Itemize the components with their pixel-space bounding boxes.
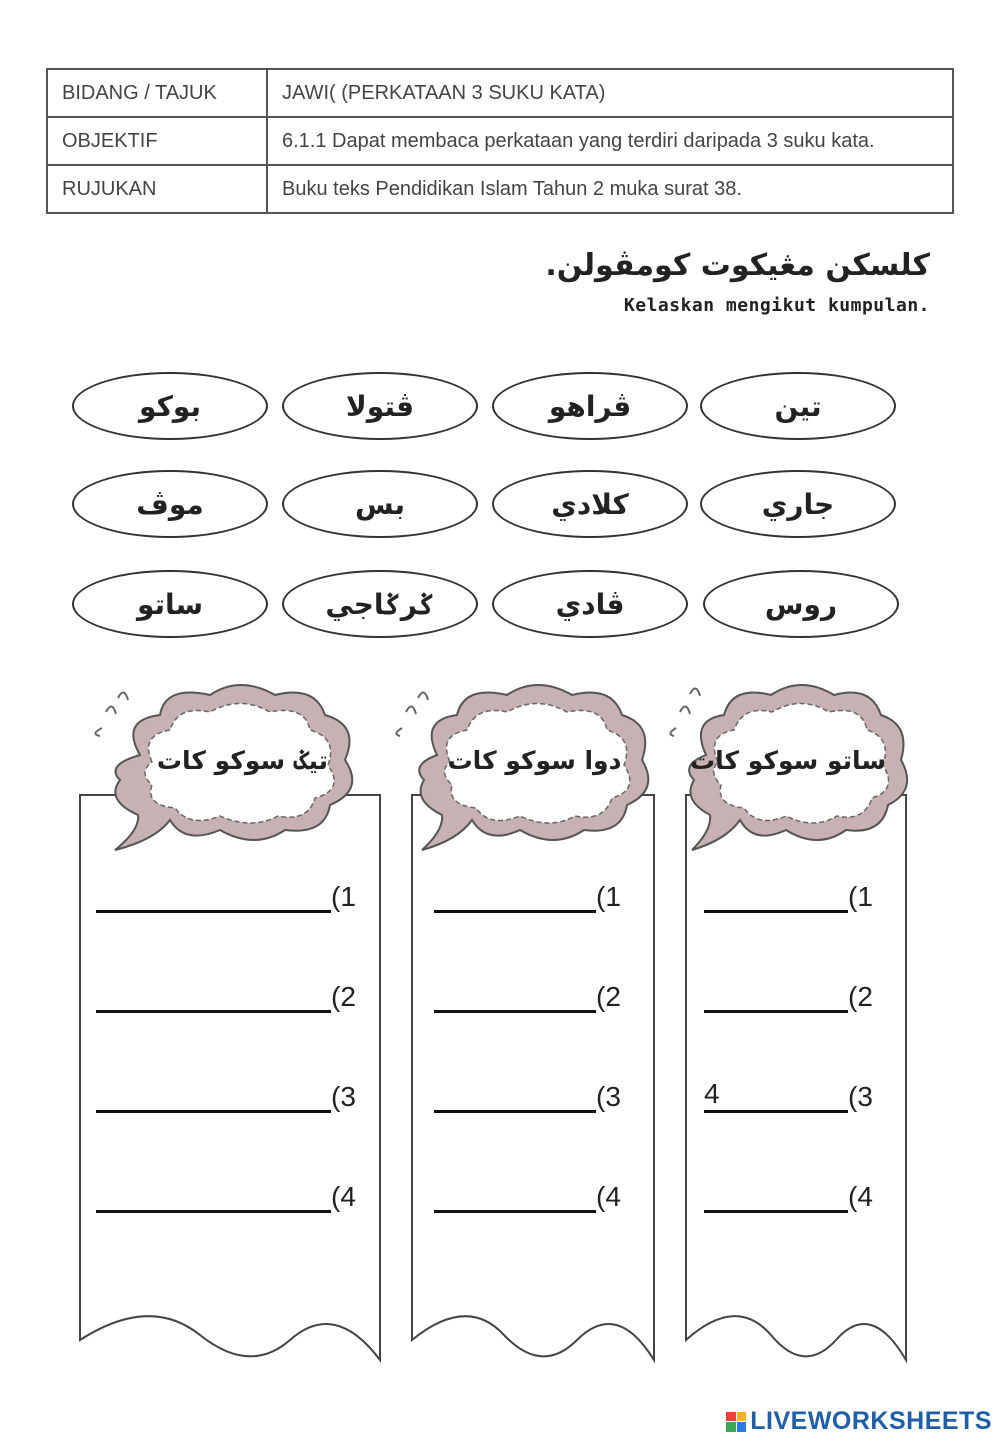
word-oval[interactable]: ڤادي	[492, 570, 688, 638]
word-oval[interactable]: ڤتولا	[282, 372, 478, 440]
answer-number: (4	[596, 1181, 621, 1212]
answer-blank[interactable]	[434, 1180, 596, 1213]
answer-blank[interactable]	[704, 880, 848, 913]
word-oval[interactable]: جاري	[700, 470, 896, 538]
word-oval[interactable]: بوکو	[72, 372, 268, 440]
group-two-syllables	[392, 680, 662, 1380]
word-oval[interactable]: ݢرݢاجي	[282, 570, 478, 638]
scroll-panel	[666, 680, 926, 1380]
answer-value: 4	[704, 1078, 720, 1109]
table-value: 6.1.1 Dapat membaca perkataan yang terdiri daripada 3 suku kata.	[267, 117, 953, 165]
word-oval[interactable]: بس	[282, 470, 478, 538]
answer-row	[96, 1080, 356, 1113]
word-oval[interactable]: کلادي	[492, 470, 688, 538]
answer-number: (3	[596, 1081, 621, 1112]
answer-number: (3	[331, 1081, 356, 1112]
answer-blank[interactable]	[96, 1180, 331, 1213]
table-row	[47, 165, 953, 213]
answer-row	[704, 980, 873, 1013]
answer-number: (1	[331, 881, 356, 912]
answer-blank[interactable]	[434, 880, 596, 913]
answer-number: (2	[848, 981, 873, 1012]
group-one-syllable	[666, 680, 926, 1380]
answer-blank[interactable]	[96, 880, 331, 913]
instruction-jawi: کلسکن مڠيکوت کومڤولن.	[545, 248, 930, 283]
group-three-syllables	[60, 680, 390, 1380]
answer-number: (1	[596, 881, 621, 912]
answer-row	[96, 880, 356, 913]
answer-number: (1	[848, 881, 873, 912]
answer-number: (2	[596, 981, 621, 1012]
group-title: دوا سوکو کات	[447, 746, 622, 775]
word-oval[interactable]: ڤراهو	[492, 372, 688, 440]
table-value: JAWI( (PERKATAAN 3 SUKU KATA)	[267, 69, 953, 117]
answer-blank[interactable]	[434, 980, 596, 1013]
group-title: ساتو سوکو کات	[690, 746, 886, 775]
scroll-panel	[392, 680, 662, 1380]
table-row	[47, 69, 953, 117]
answer-number: (3	[848, 1081, 873, 1112]
answer-blank[interactable]	[704, 1180, 848, 1213]
liveworksheets-logo[interactable]	[726, 1407, 992, 1436]
answer-blank[interactable]	[96, 980, 331, 1013]
word-oval[interactable]: روس	[703, 570, 899, 638]
answer-blank[interactable]	[434, 1080, 596, 1113]
answer-row	[704, 1180, 873, 1213]
logo-mark-icon	[726, 1412, 746, 1432]
word-oval[interactable]: ساتو	[72, 570, 268, 638]
answer-row	[434, 1180, 621, 1213]
table-key: BIDANG / TAJUK	[47, 69, 267, 117]
answer-number: (2	[331, 981, 356, 1012]
answer-row	[96, 980, 356, 1013]
answer-row	[96, 1180, 356, 1213]
answer-row	[434, 980, 621, 1013]
word-oval[interactable]: موڤ	[72, 470, 268, 538]
answer-blank[interactable]	[704, 1080, 848, 1113]
table-value: Buku teks Pendidikan Islam Tahun 2 muka surat 38.	[267, 165, 953, 213]
table-row	[47, 117, 953, 165]
answer-number: (4	[331, 1181, 356, 1212]
answer-blank[interactable]	[704, 980, 848, 1013]
scroll-panel	[60, 680, 390, 1380]
answer-row	[434, 1080, 621, 1113]
table-key: OBJEKTIF	[47, 117, 267, 165]
answer-blank[interactable]	[96, 1080, 331, 1113]
table-key: RUJUKAN	[47, 165, 267, 213]
group-title: تيݢ سوکو کات	[156, 746, 329, 775]
answer-row	[434, 880, 621, 913]
logo-text: LIVEWORKSHEETS	[750, 1407, 992, 1435]
info-table	[46, 68, 954, 214]
answer-row	[704, 880, 873, 913]
answer-number: (4	[848, 1181, 873, 1212]
word-oval[interactable]: تين	[700, 372, 896, 440]
instruction-rumi: Kelaskan mengikut kumpulan.	[623, 295, 930, 316]
answer-row	[704, 1080, 873, 1113]
